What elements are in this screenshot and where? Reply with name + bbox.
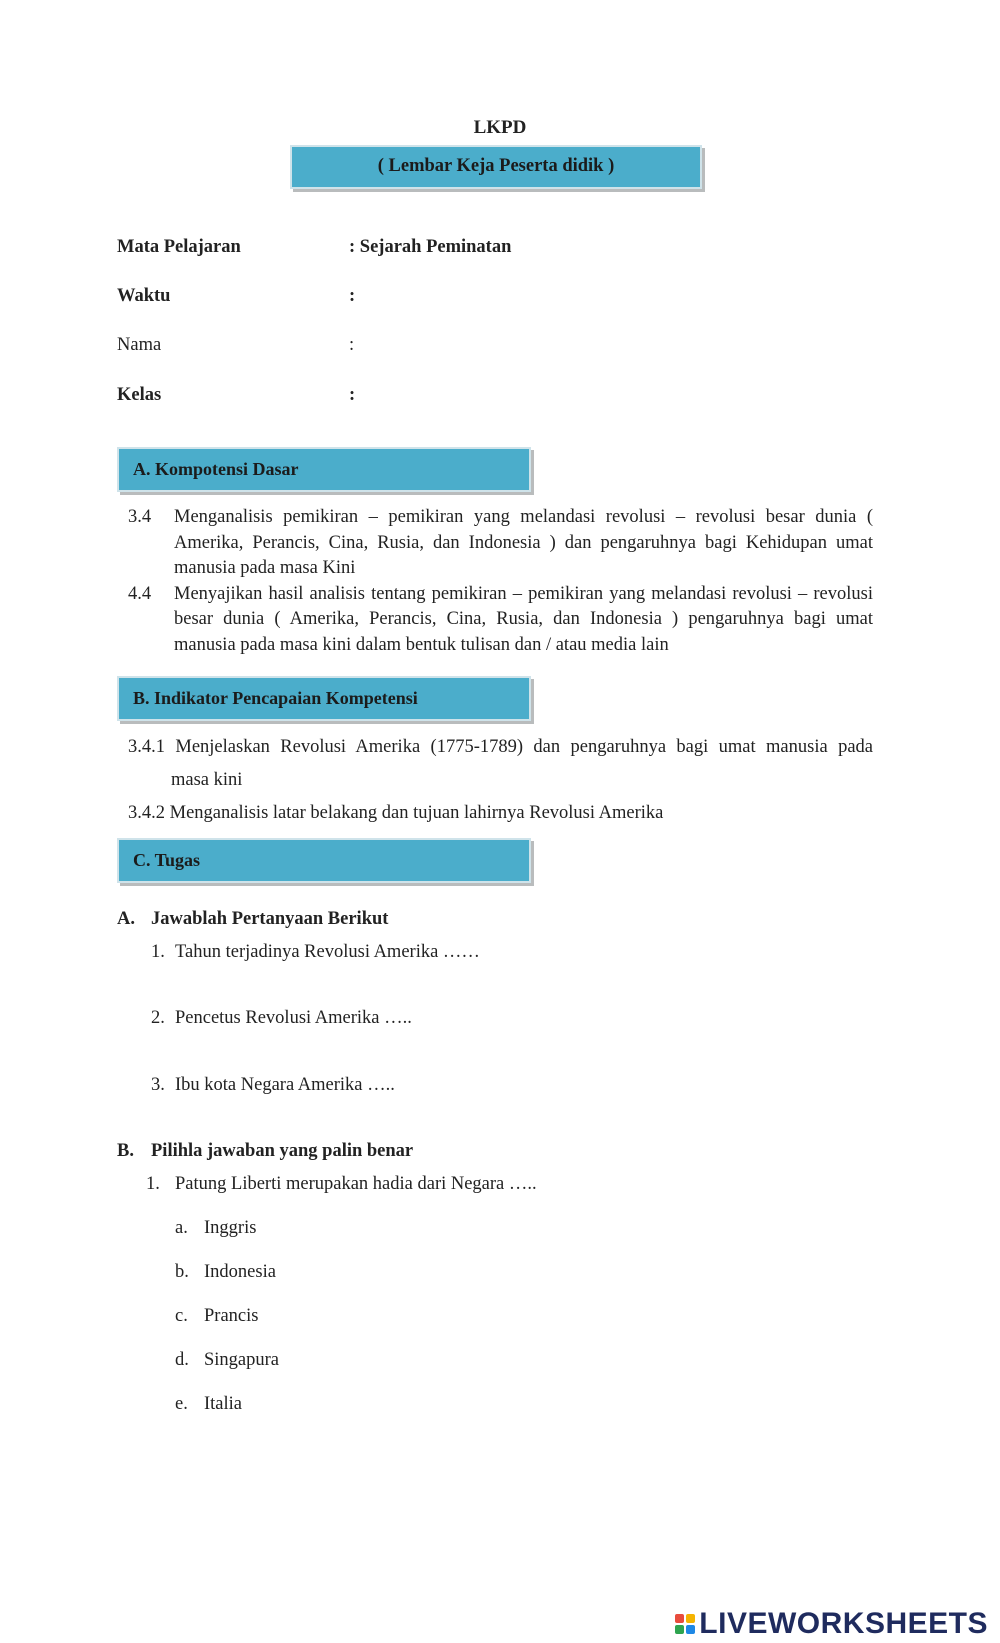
option-letter: c. [175,1306,188,1326]
option-text: Indonesia [204,1262,276,1282]
section-heading-kompetensi-dasar: A. Kompotensi Dasar [117,447,531,492]
section-heading-tugas: C. Tugas [117,838,531,883]
question-text: Ibu kota Negara Amerika ….. [175,1075,395,1095]
question-text: Patung Liberti merupakan hadia dari Negara ….. [175,1174,537,1194]
kompetensi-dasar-list [128,505,873,658]
info-label: Waktu [117,286,171,306]
list-item [128,505,873,582]
liveworksheets-logo[interactable] [675,1607,988,1641]
info-value: : [349,385,356,405]
question-text: Pencetus Revolusi Amerika ….. [175,1008,412,1028]
page-subtitle-box: ( Lembar Keja Peserta didik ) [290,145,702,189]
info-value: : Sejarah Peminatan [349,237,512,257]
info-label: Mata Pelajaran [117,237,241,257]
liveworksheets-icon [675,1614,695,1634]
info-label: Kelas [117,385,162,405]
question-number: 3. [151,1075,165,1095]
option-text: Inggris [204,1218,257,1238]
item-number: 4.4 [128,583,152,604]
option-text: Singapura [204,1350,280,1370]
option-text: Prancis [204,1306,259,1326]
part-a-heading: Jawablah Pertanyaan Berikut [151,909,389,929]
item-text: Menyajikan hasil analisis tentang pemikiran – pemikiran yang melandasi revolusi – revolusi besar dunia ( Amerika, Perancis, Cina, Rusia, dan Indonesia ) pengaruhnya bagi umat manusia pada masa kini dalam bentuk tulisan dan / atau media lain [174,583,873,655]
logo-square [675,1625,684,1634]
logo-text: LIVEWORKSHEETS [699,1607,988,1640]
info-value: : [349,286,356,306]
section-heading-indikator: B. Indikator Pencapaian Kompetensi [117,676,531,721]
indikator-line: 3.4.2 Menganalisis latar belakang dan tujuan lahirnya Revolusi Amerika [128,803,664,823]
option-text: Italia [204,1394,243,1414]
part-b-letter: B. [117,1141,134,1161]
info-label: Nama [117,335,162,355]
logo-square [675,1614,684,1623]
option-letter: d. [175,1350,189,1370]
list-item [128,582,873,659]
item-text: Menganalisis pemikiran – pemikiran yang melandasi revolusi – revolusi besar dunia ( Amerika, Perancis, Cina, Rusia, dan Indonesia ) dan pengaruhnya bagi Kehidupan umat manusia pada masa Kini [174,507,873,578]
option-letter: e. [175,1394,188,1414]
item-number: 3.4 [128,507,152,527]
part-a-letter: A. [117,909,135,929]
part-b-heading: Pilihla jawaban yang palin benar [151,1141,414,1161]
logo-square [686,1625,695,1634]
option-letter: a. [175,1218,188,1238]
logo-square [686,1614,695,1623]
indikator-line: 3.4.1 Menjelaskan Revolusi Amerika (1775-1789) dan pengaruhnya bagi umat manusia pada [128,737,873,757]
indikator-line: masa kini [171,770,243,790]
question-number: 1. [146,1174,160,1194]
page-title: LKPD [473,117,527,138]
question-text: Tahun terjadinya Revolusi Amerika …… [175,942,480,962]
question-number: 1. [151,942,165,962]
option-letter: b. [175,1262,189,1282]
info-value: : [349,335,355,355]
question-number: 2. [151,1008,165,1028]
